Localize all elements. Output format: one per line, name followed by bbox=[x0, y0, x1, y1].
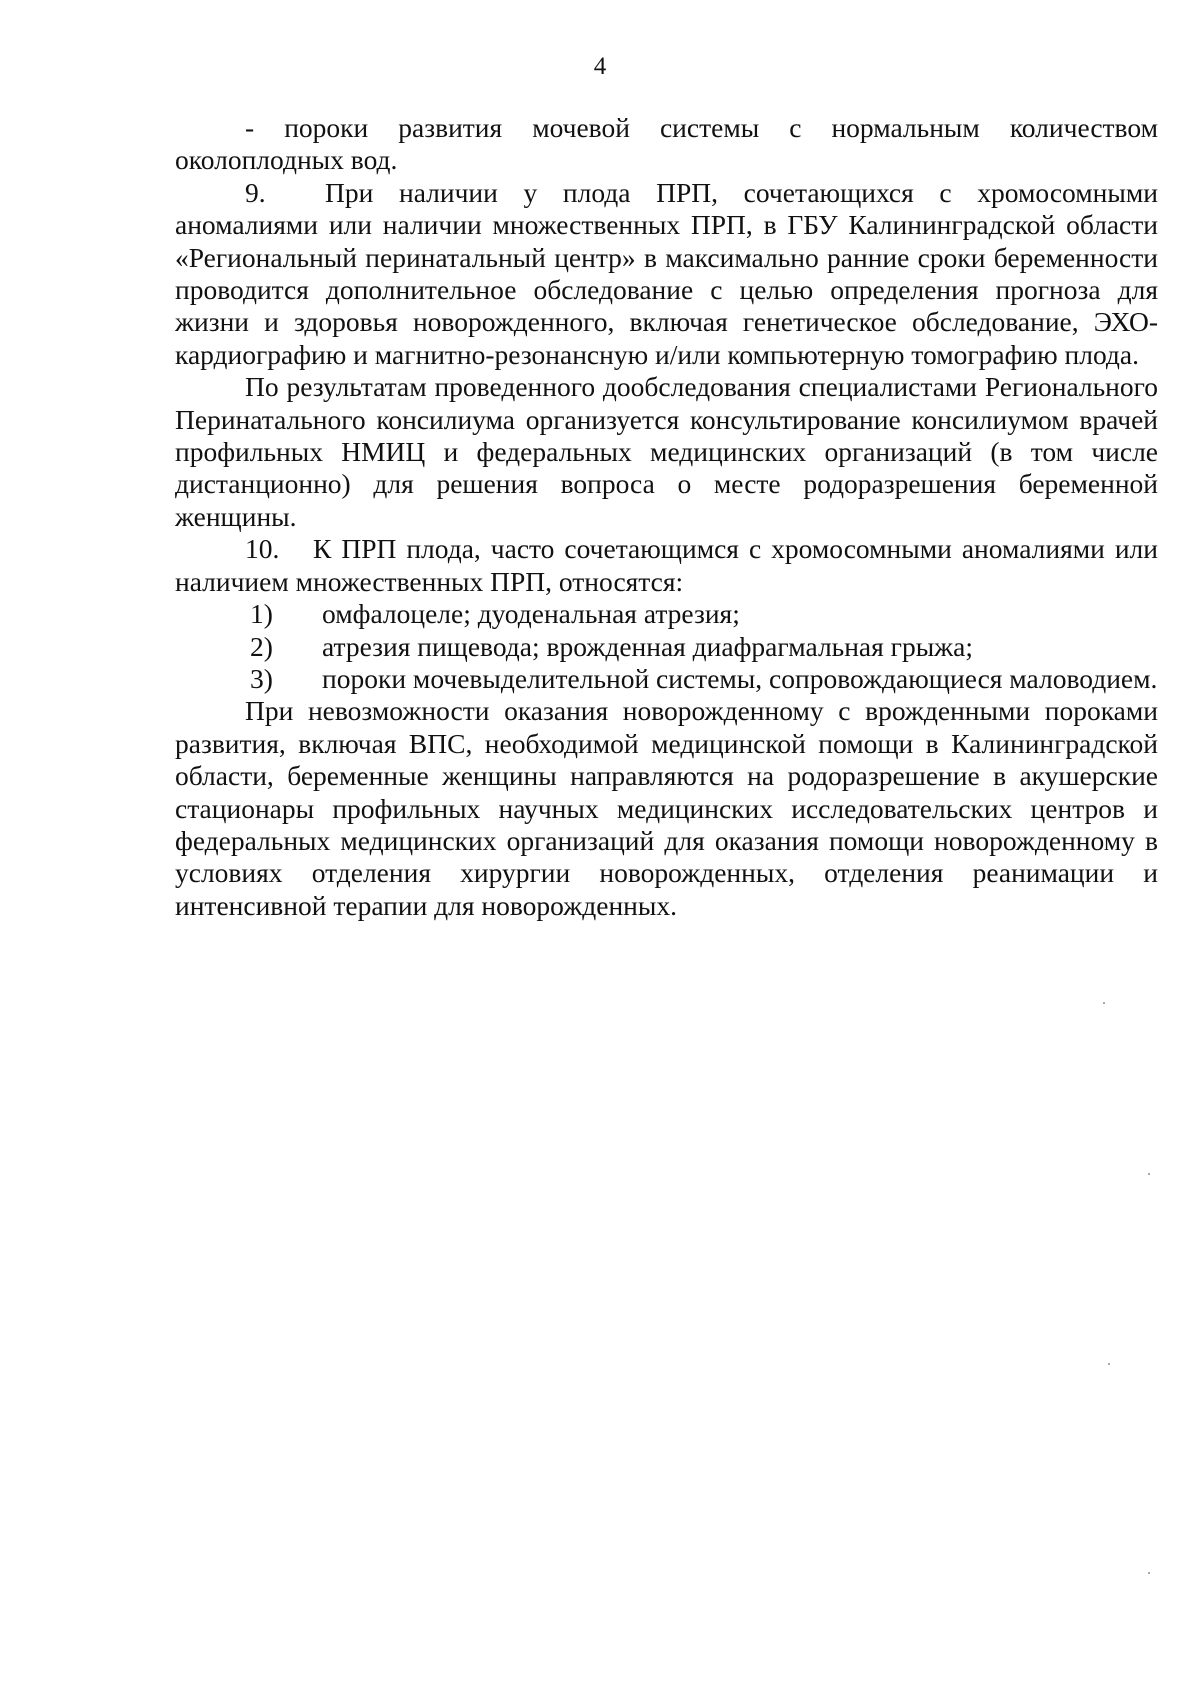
paragraph-urinary-defects: - пороки развития мочевой системы с нормальным количеством околоплодных вод. bbox=[175, 112, 1158, 176]
list-item bbox=[175, 598, 1158, 630]
paragraph-text: При наличии у плода ПРП, сочетающихся с хромосомными аномалиями или наличии множественных ПРП, в ГБУ Калининградской области «Региональный перинатальный центр» в максимально ранние сроки беременности проводится дополнительное обследование с целью определения прогноза для жизни и здоровья новорожденного, включая генетическое обследование, ЭХО-кардиографию и магнитно-резонансную и/или компьютерную томографию плода. bbox=[175, 176, 1158, 370]
scan-speck bbox=[1103, 1002, 1105, 1004]
list-item bbox=[175, 663, 1158, 695]
list-item-text: атрезия пищевода; врожденная диафрагмальная грыжа; bbox=[322, 630, 974, 662]
paragraph-referral: При невозможности оказания новорожденному с врожденными пороками развития, включая ВПС, необходимой медицинской помощи в Калининградской области, беременные женщины направляются на родоразрешение в акушерские стационары профильных научных медицинских исследовательских центров и федеральных медицинских организаций для оказания помощи новорожденному в условиях отделения хирургии новорожденных, отделения реанимации и интенсивной терапии для новорожденных. bbox=[175, 695, 1158, 921]
list-item-text: омфалоцеле; дуоденальная атрезия; bbox=[322, 598, 740, 630]
paragraph-text: К ПРП плода, часто сочетающимся с хромосомными аномалиями или наличием множественных ПРП, относятся: bbox=[175, 533, 1158, 597]
page-number: 4 bbox=[593, 53, 607, 80]
list-item-text: пороки мочевыделительной системы, сопровождающиеся маловодием. bbox=[322, 662, 1158, 694]
paragraph-number: 9. bbox=[245, 176, 266, 208]
list-marker: 3) bbox=[250, 662, 273, 694]
paragraph-consilium: По результатам проведенного дообследования специалистами Регионального Перинатального консилиума организуется консультирование консилиумом врачей профильных НМИЦ и федеральных медицинских организаций (в том числе дистанционно) для решения вопроса о месте родоразрешения беременной женщины. bbox=[175, 371, 1158, 532]
list-item bbox=[175, 631, 1158, 663]
paragraph-number: 10. bbox=[245, 533, 280, 565]
paragraph-9 bbox=[175, 177, 1158, 371]
list-marker: 1) bbox=[250, 598, 273, 630]
scan-speck bbox=[1148, 1572, 1150, 1574]
scan-speck bbox=[1148, 1173, 1150, 1175]
list-marker: 2) bbox=[250, 630, 273, 662]
document-body bbox=[175, 112, 1158, 922]
paragraph-10 bbox=[175, 533, 1158, 598]
scan-speck bbox=[1108, 1363, 1110, 1365]
